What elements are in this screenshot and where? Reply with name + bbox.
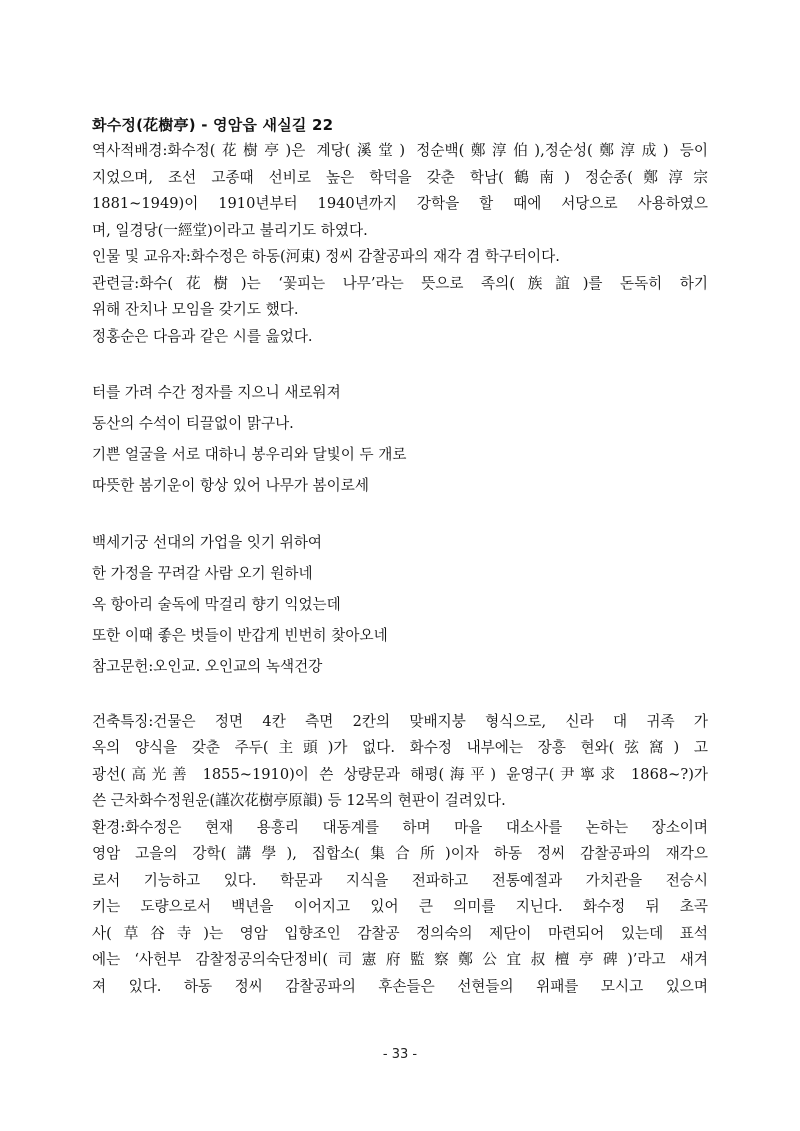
text-line: 역사적배경:화수정(花樹亭)은 계당(溪堂) 정순백(鄭淳伯),정순성(鄭淳成) 등이: [92, 142, 708, 159]
poem-line: 옥 항아리 술독에 막걸리 향기 익었는데: [92, 596, 341, 613]
document-body: [92, 112, 708, 1000]
text-line: 쓴 근차화수정원운(謹次花樹亭原韻) 등 12목의 현판이 걸려있다.: [92, 792, 506, 809]
text-line: 영암 고을의 강학(講學), 집합소(集合所)이자 하동 정씨 감찰공파의 재각으: [92, 845, 708, 862]
text-line: 관련글:화수(花樹)는 ‘꽃피는 나무’라는 뜻으로 족의(族誼)를 돈독히 하기: [92, 274, 708, 292]
text-line: 사(草谷寺)는 영암 입향조인 감찰공 정의숙의 제단이 마련되어 있는데 표석: [92, 924, 708, 942]
poem-line: 한 가정을 꾸려갈 사람 오기 원하네: [92, 565, 313, 582]
blank-line: [92, 350, 708, 377]
text-line: 키는 도량으로서 백년을 이어지고 있어 큰 의미를 지닌다. 화수정 뒤 초곡: [92, 898, 708, 915]
poem-line: 따뜻한 봄기운이 항상 있어 나무가 봄이로세: [92, 476, 369, 494]
text-line: 며, 일경당(一經堂)이라고 불리기도 하였다.: [92, 221, 368, 239]
text-line: 건축특징:건물은 정면 4칸 측면 2칸의 맞배지붕 형식으로, 신라 대 귀족 가: [92, 712, 708, 730]
poem-line: 또한 이때 좋은 벗들이 반갑게 빈번히 찾아오네: [92, 627, 388, 644]
poem-line: 동산의 수석이 티끌없이 맑구나.: [92, 414, 294, 432]
poem-stanza-2: [92, 527, 708, 682]
text-line: 지었으며, 조선 고종때 선비로 높은 학덕을 갖춘 학남(鶴南) 정순종(鄭淳宗: [92, 168, 708, 186]
text-line: 인물 및 교유자:화수정은 하동(河東) 정씨 감찰공파의 재각 겸 학구터이다.: [92, 248, 560, 265]
text-line: 옥의 양식을 갖춘 주두(主頭)가 없다. 화수정 내부에는 장흥 현와(弦窩) 고: [92, 739, 708, 756]
paragraph-people: [92, 244, 708, 271]
text-line: 1881~1949)이 1910년부터 1940년까지 강학을 할 때에 서당으로 사용하였으: [92, 195, 708, 212]
paragraph-related-writing: [92, 271, 708, 324]
section-title: 화수정(花樹亭) - 영암읍 새실길 22: [92, 116, 334, 134]
text-line: 로서 기능하고 있다. 학문과 지식을 전파하고 전통예절과 가치관을 전승시: [92, 871, 708, 889]
text-line: 환경:화수정은 현재 용흥리 대동계를 하며 마을 대소사를 논하는 장소이며: [92, 818, 708, 836]
paragraph-poem-intro: [92, 324, 708, 351]
poem-stanza-1: [92, 377, 708, 501]
text-line: 정홍순은 다음과 같은 시를 읊었다.: [92, 327, 313, 345]
blank-line: [92, 501, 708, 528]
paragraph-historical-background: [92, 138, 708, 244]
blank-line: [92, 682, 708, 709]
text-line: 져 있다. 하동 정씨 감찰공파의 후손들은 선현들의 위패를 모시고 있으며: [92, 977, 708, 995]
paragraph-environment: [92, 815, 708, 1001]
text-line: 위해 잔치나 모임을 갖기도 했다.: [92, 301, 299, 318]
poem-line: 기쁜 얼굴을 서로 대하니 봉우리와 달빛이 두 개로: [92, 445, 407, 463]
poem-line: 터를 가려 수간 정자를 지으니 새로워져: [92, 383, 341, 401]
text-line: 광선(高光善 1855~1910)이 쓴 상량문과 해평(海平) 윤영구(尹寧求 1868~?)가: [92, 765, 708, 783]
text-line: 에는 ‘사헌부 감찰정공의숙단정비(司憲府監察鄭公宜叔檀亭碑)’라고 새겨: [92, 951, 708, 968]
page-number: - 33 -: [382, 1047, 418, 1062]
poem-line: 백세기궁 선대의 가업을 잇기 위하여: [92, 534, 323, 551]
reference-line: 참고문헌:오인교. 오인교의 녹색건강: [92, 658, 323, 675]
paragraph-architecture: [92, 709, 708, 815]
